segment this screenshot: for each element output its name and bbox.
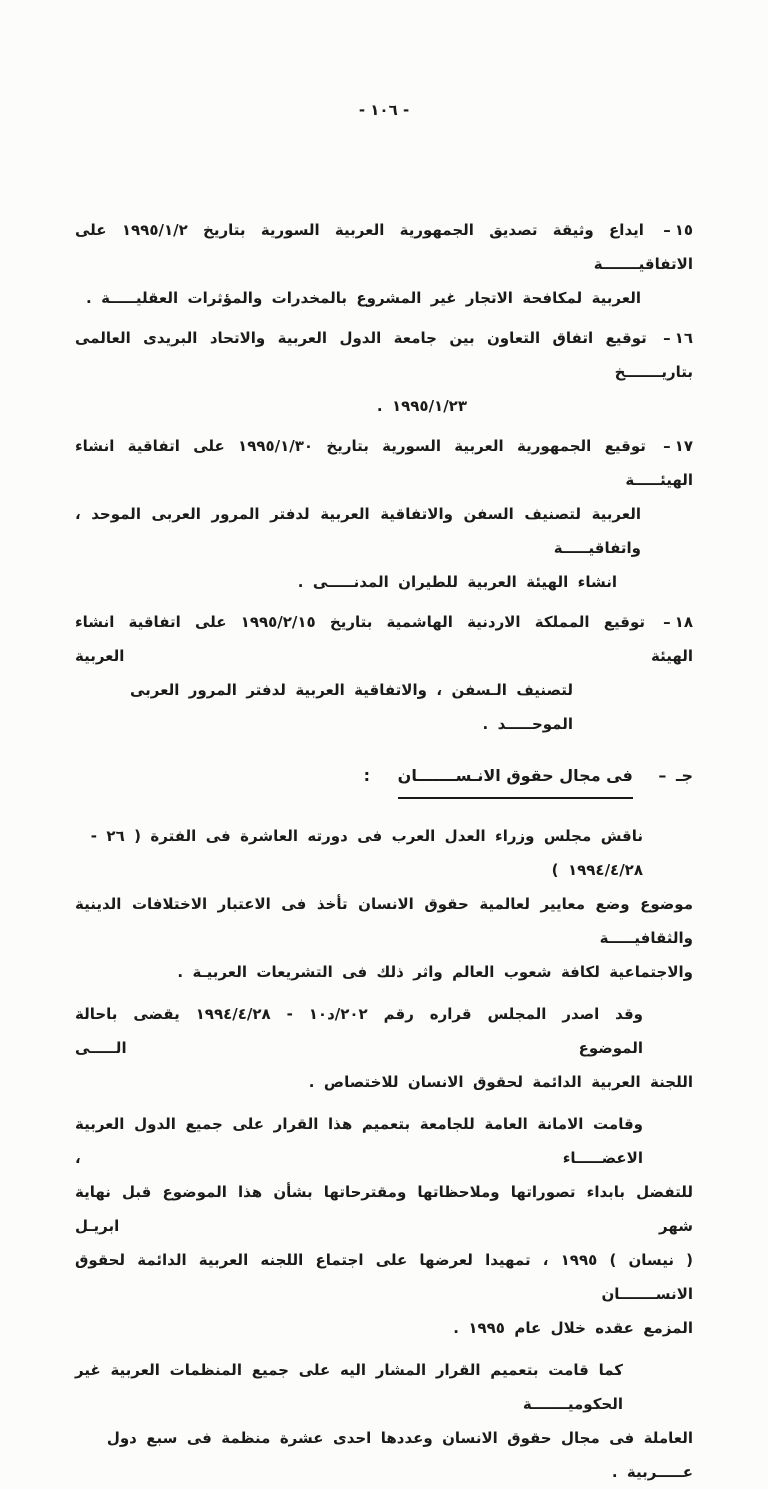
item-text: ايداع وثيقة تصديق الجمهورية العربية السورية بتاريخ ١٩٩٥/١/٢ على الاتفاقيـــــــة (75, 221, 693, 273)
section-heading (75, 759, 693, 799)
paragraph (75, 819, 693, 989)
paragraph-line: اللجنة العربية الدائمة لحقوق الانسان للاختصاص . (308, 1073, 693, 1091)
section-marker: جـ (676, 766, 693, 785)
list-item (75, 321, 693, 423)
item-number: ١٧ (674, 437, 693, 455)
section-dash: – (658, 766, 667, 785)
section-title: فى مجال حقوق الانـســـــــان (398, 759, 633, 799)
list-item-line: لتصنيف الـسفن ، والاتفاقية العربية لدفتر المرور العربى الموحـــــد . (130, 681, 573, 733)
document-body (75, 213, 693, 1489)
list-item-line: العربية لمكافحة الاتجار غير المشروع بالمخدرات والمؤثرات العقليـــــة . (85, 289, 641, 307)
item-dash: – (663, 613, 671, 631)
paragraph-line: وقامت الامانة العامة للجامعة بتعميم هذا القرار على جميع الدول العربية الاعضـــــاء ، (75, 1115, 643, 1167)
paragraph-line: موضوع وضع معايير لعالمية حقوق الانسان تأخذ فى الاعتبار الاختلافات الدينية والثقافيـــــة (75, 895, 693, 947)
item-number: ١٨ (674, 613, 693, 631)
list-item-first-line (75, 213, 693, 281)
section-colon: : (363, 766, 371, 785)
list-item-first-line (75, 321, 693, 389)
list-item-first-line (75, 429, 693, 497)
item-text: توقيع الجمهورية العربية السورية بتاريخ ١٩٩٥/١/٣٠ على اتفاقية انشاء الهيئـــــة (75, 437, 693, 489)
paragraph-line: وقد اصدر المجلس قراره رقم ٢٠٢/د١٠ - ١٩٩٤/٤/٢٨ يقضى باحالة الموضوع الـــــى (75, 1005, 643, 1057)
paragraph (75, 997, 693, 1099)
paragraph-line: المزمع عقده خلال عام ١٩٩٥ . (453, 1319, 693, 1337)
paragraph-line: العاملة فى مجال حقوق الانسان وعددها احدى عشرة منظمة فى سبع دول عـــــربية . (106, 1429, 693, 1481)
list-item-line: ١٩٩٥/١/٢٣ . (376, 397, 467, 415)
list-item-first-line (75, 605, 693, 673)
paragraph (75, 1107, 693, 1345)
list-item-line: انشاء الهيئة العربية للطيران المدنـــــى . (297, 573, 617, 591)
item-dash: – (663, 221, 671, 239)
paragraph-line: كما قامت بتعميم القرار المشار اليه على جميع المنظمات العربية غير الحكوميـــــــة (75, 1361, 623, 1413)
list-item (75, 213, 693, 315)
item-dash: – (663, 329, 671, 347)
item-number: ١٦ (674, 329, 693, 347)
paragraph-line: للتفضل بابداء تصوراتها وملاحظاتها ومقترحاتها بشأن هذا الموضوع قبل نهاية شهر ابريـل (75, 1183, 693, 1235)
paragraph-line: ناقش مجلس وزراء العدل العرب فى دورته العاشرة فى الفترة ( ٢٦ - ١٩٩٤/٤/٢٨ ) (90, 827, 643, 879)
list-item-line: العربية لتصنيف السفن والاتفاقية العربية لدفتر المرور العربى الموحد ، واتفاقيـــــة (75, 505, 641, 557)
paragraph-line: والاجتماعية لكافة شعوب العالم واثر ذلك فى التشريعات العربيـة . (177, 963, 693, 981)
list-item (75, 429, 693, 599)
item-text: توقيع المملكة الاردنية الهاشمية بتاريخ ١٩٩٥/٢/١٥ على اتفاقية انشاء الهيئة العربية (75, 613, 693, 665)
item-number: ١٥ (674, 221, 694, 239)
paragraph (75, 1353, 693, 1489)
item-dash: – (663, 437, 671, 455)
page-number: - ١٠٦ - (358, 101, 410, 119)
paragraph-line: ( نيسان ) ١٩٩٥ ، تمهيدا لعرضها على اجتماع اللجنه العربية الدائمة لحقوق الانســـــــان (75, 1251, 693, 1303)
list-item (75, 605, 693, 741)
item-text: توقيع اتفاق التعاون بين جامعة الدول العربية والاتحاد البريدى العالمى بتاريـــــــخ (75, 329, 693, 381)
